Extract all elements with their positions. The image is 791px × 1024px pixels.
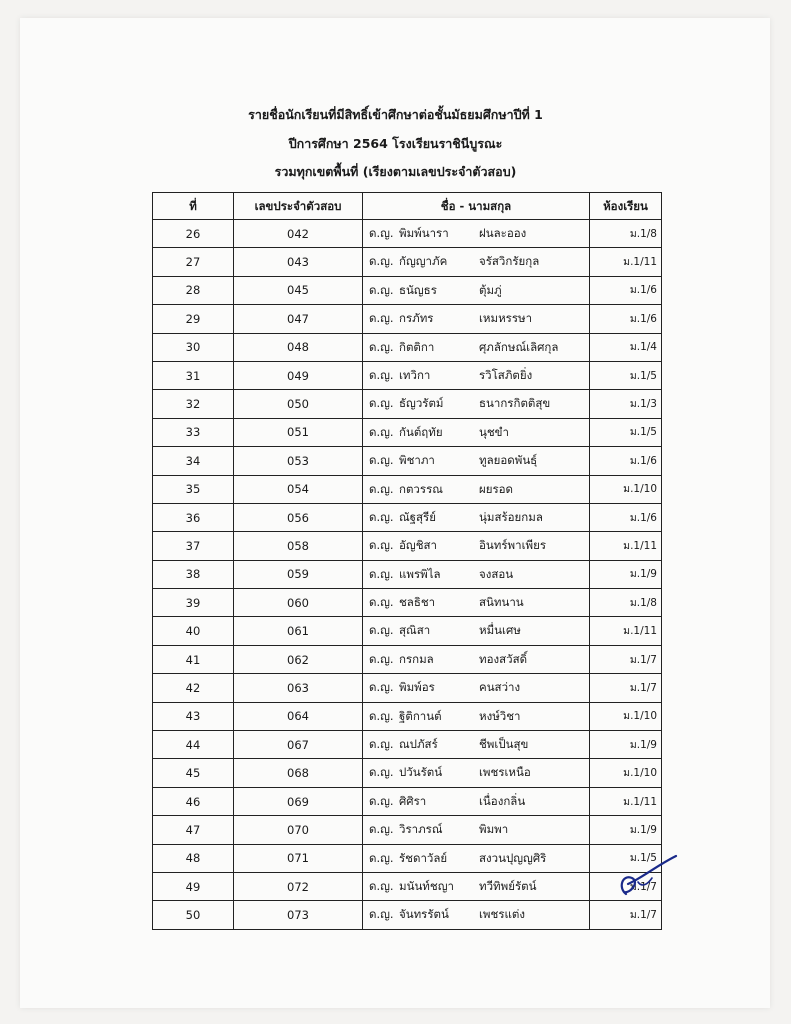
table-row: [153, 702, 662, 730]
name-prefix: ด.ญ.: [369, 878, 394, 893]
table-row: [153, 276, 662, 304]
classroom: ม.1/10: [590, 475, 662, 503]
classroom: ม.1/6: [590, 447, 662, 475]
exam-id: 047: [234, 305, 363, 333]
last-name: จงสอน: [479, 566, 514, 581]
classroom: ม.1/10: [590, 702, 662, 730]
exam-id: 071: [234, 844, 363, 872]
table-row: [153, 674, 662, 702]
row-number: 32: [153, 390, 234, 418]
student-name: [363, 617, 590, 645]
table-row: [153, 901, 662, 929]
exam-id: 059: [234, 560, 363, 588]
document-subtitle: ปีการศึกษา 2564 โรงเรียนราชินีบูรณะ: [288, 136, 503, 151]
classroom: ม.1/7: [590, 901, 662, 929]
name-prefix: ด.ญ.: [369, 226, 394, 240]
first-name: กิตติกา: [399, 339, 435, 354]
first-name: ธัญวรัตม์: [399, 396, 444, 411]
exam-id: 054: [234, 475, 363, 503]
exam-id: 050: [234, 390, 363, 418]
row-number: 43: [153, 702, 234, 730]
row-number: 46: [153, 787, 234, 815]
last-name: ทวีทิพย์รัตน์: [479, 878, 537, 893]
name-prefix: ด.ญ.: [369, 765, 394, 780]
exam-id: 068: [234, 759, 363, 787]
last-name: นุชขำ: [479, 424, 509, 439]
classroom: ม.1/11: [590, 532, 662, 560]
first-name: กันต์ฤทัย: [399, 424, 443, 439]
table-row: [153, 475, 662, 503]
first-name: จันทรรัตน์: [399, 907, 449, 922]
exam-id: 058: [234, 532, 363, 560]
table-row: [153, 617, 662, 645]
exam-id: 060: [234, 589, 363, 617]
table-row: [153, 589, 662, 617]
exam-id: 073: [234, 901, 363, 929]
classroom: ม.1/3: [590, 390, 662, 418]
row-number: 30: [153, 333, 234, 361]
row-number: 47: [153, 816, 234, 844]
row-number: 33: [153, 418, 234, 446]
classroom: ม.1/7: [590, 674, 662, 702]
row-number: 29: [153, 305, 234, 333]
classroom: ม.1/6: [590, 305, 662, 333]
name-prefix: ด.ญ.: [369, 907, 394, 922]
student-name: [363, 702, 590, 730]
table-row: [153, 390, 662, 418]
classroom: ม.1/7: [590, 872, 662, 900]
student-name: [363, 475, 590, 503]
first-name: ณปภัสร์: [399, 737, 438, 752]
row-number: 49: [153, 872, 234, 900]
first-name: วิราภรณ์: [399, 822, 443, 837]
column-header-name: ชื่อ - นามสกุล: [363, 193, 590, 220]
name-prefix: ด.ญ.: [369, 737, 394, 752]
name-prefix: ด.ญ.: [369, 339, 394, 354]
table-row: [153, 418, 662, 446]
last-name: เหมหรรษา: [479, 311, 533, 326]
last-name: เพชรเหนือ: [479, 765, 531, 780]
classroom: ม.1/5: [590, 844, 662, 872]
name-prefix: ด.ญ.: [369, 850, 394, 865]
first-name: อัญชิสา: [399, 538, 437, 553]
name-prefix: ด.ญ.: [369, 538, 394, 553]
student-name: [363, 901, 590, 929]
row-number: 26: [153, 220, 234, 248]
exam-id: 049: [234, 361, 363, 389]
table-row: [153, 872, 662, 900]
student-name: [363, 872, 590, 900]
exam-id: 067: [234, 731, 363, 759]
table-row: [153, 305, 662, 333]
table-row: [153, 333, 662, 361]
exam-id: 051: [234, 418, 363, 446]
student-name: [363, 589, 590, 617]
table-row: [153, 731, 662, 759]
name-prefix: ด.ญ.: [369, 680, 394, 695]
row-number: 28: [153, 276, 234, 304]
classroom: ม.1/6: [590, 276, 662, 304]
first-name: ณัฐสุรีย์: [399, 509, 436, 524]
student-name: [363, 532, 590, 560]
column-header-exam-id: เลขประจำตัวสอบ: [234, 193, 363, 220]
first-name: ศิศิรา: [399, 793, 427, 808]
name-prefix: ด.ญ.: [369, 311, 394, 326]
last-name: ตุ้มภู่: [479, 282, 502, 297]
row-number: 39: [153, 589, 234, 617]
row-number: 44: [153, 731, 234, 759]
last-name: เนื่องกลิ่น: [479, 793, 526, 808]
student-name: [363, 787, 590, 815]
row-number: 40: [153, 617, 234, 645]
table-row: [153, 220, 662, 248]
table-row: [153, 560, 662, 588]
first-name: พิมพ์นารา: [399, 226, 449, 240]
table-row: [153, 645, 662, 673]
student-name: [363, 390, 590, 418]
student-name: [363, 418, 590, 446]
table-row: [153, 759, 662, 787]
column-header-room: ห้องเรียน: [590, 193, 662, 220]
first-name: ชลธิชา: [399, 595, 436, 610]
student-table: [152, 192, 662, 930]
classroom: ม.1/9: [590, 560, 662, 588]
last-name: ฝนละออง: [479, 226, 527, 240]
name-prefix: ด.ญ.: [369, 282, 394, 297]
first-name: กรกมล: [399, 651, 434, 666]
name-prefix: ด.ญ.: [369, 481, 394, 496]
exam-id: 045: [234, 276, 363, 304]
table-row: [153, 248, 662, 276]
row-number: 41: [153, 645, 234, 673]
name-prefix: ด.ญ.: [369, 623, 394, 638]
name-prefix: ด.ญ.: [369, 453, 394, 468]
table-row: [153, 361, 662, 389]
last-name: ทูลยอดพันธุ์: [479, 453, 538, 468]
classroom: ม.1/7: [590, 645, 662, 673]
exam-id: 063: [234, 674, 363, 702]
row-number: 31: [153, 361, 234, 389]
row-number: 42: [153, 674, 234, 702]
student-name: [363, 220, 590, 248]
classroom: ม.1/11: [590, 617, 662, 645]
first-name: ปวันรัตน์: [399, 765, 443, 780]
name-prefix: ด.ญ.: [369, 396, 394, 411]
last-name: จรัสวิกรัยกุล: [479, 254, 540, 269]
table-row: [153, 816, 662, 844]
classroom: ม.1/8: [590, 589, 662, 617]
classroom: ม.1/11: [590, 248, 662, 276]
first-name: ธนัญธร: [399, 282, 437, 297]
exam-id: 064: [234, 702, 363, 730]
first-name: กตวรรณ: [399, 481, 443, 496]
last-name: พิมพา: [479, 822, 509, 837]
exam-id: 053: [234, 447, 363, 475]
row-number: 35: [153, 475, 234, 503]
row-number: 34: [153, 447, 234, 475]
last-name: ศุภลักษณ์เลิศกุล: [479, 339, 559, 354]
first-name: แพรพิไล: [399, 566, 441, 581]
last-name: ทองสวัสดิ์: [479, 651, 528, 666]
table-row: [153, 844, 662, 872]
row-number: 48: [153, 844, 234, 872]
classroom: ม.1/6: [590, 503, 662, 531]
classroom: ม.1/9: [590, 816, 662, 844]
name-prefix: ด.ญ.: [369, 566, 394, 581]
name-prefix: ด.ญ.: [369, 822, 394, 837]
classroom: ม.1/5: [590, 418, 662, 446]
last-name: เพชรแต่ง: [479, 907, 525, 922]
student-name: [363, 759, 590, 787]
name-prefix: ด.ญ.: [369, 424, 394, 439]
exam-id: 072: [234, 872, 363, 900]
name-prefix: ด.ญ.: [369, 367, 394, 382]
row-number: 36: [153, 503, 234, 531]
student-name: [363, 645, 590, 673]
name-prefix: ด.ญ.: [369, 793, 394, 808]
classroom: ม.1/10: [590, 759, 662, 787]
exam-id: 062: [234, 645, 363, 673]
first-name: มนันท์ชญา: [399, 878, 454, 893]
first-name: สุณิสา: [399, 623, 431, 638]
exam-id: 048: [234, 333, 363, 361]
name-prefix: ด.ญ.: [369, 254, 394, 269]
student-name: [363, 731, 590, 759]
first-name: กรภัทร: [399, 311, 434, 326]
last-name: หมื่นเศษ: [479, 623, 521, 638]
first-name: เทวิกา: [399, 367, 431, 382]
name-prefix: ด.ญ.: [369, 651, 394, 666]
student-name: [363, 333, 590, 361]
document-note: รวมทุกเขตพื้นที่ (เรียงตามเลขประจำตัวสอบ): [274, 164, 517, 179]
document-title: รายชื่อนักเรียนที่มีสิทธิ์เข้าศึกษาต่อชั้นมัธยมศึกษาปีที่ 1: [248, 107, 543, 122]
first-name: พิมพ์อร: [399, 680, 435, 695]
student-name: [363, 816, 590, 844]
classroom: ม.1/11: [590, 787, 662, 815]
first-name: กัญญาภัค: [399, 254, 448, 269]
classroom: ม.1/5: [590, 361, 662, 389]
last-name: สงวนปุญญศิริ: [479, 850, 547, 865]
exam-id: 056: [234, 503, 363, 531]
student-name: [363, 447, 590, 475]
exam-id: 069: [234, 787, 363, 815]
exam-id: 061: [234, 617, 363, 645]
student-name: [363, 674, 590, 702]
last-name: หงษ์วิชา: [479, 708, 521, 723]
row-number: 27: [153, 248, 234, 276]
row-number: 50: [153, 901, 234, 929]
last-name: นุ่มสร้อยกมล: [479, 509, 543, 524]
name-prefix: ด.ญ.: [369, 708, 394, 723]
exam-id: 043: [234, 248, 363, 276]
student-name: [363, 844, 590, 872]
exam-id: 042: [234, 220, 363, 248]
name-prefix: ด.ญ.: [369, 509, 394, 524]
exam-id: 070: [234, 816, 363, 844]
student-name: [363, 503, 590, 531]
name-prefix: ด.ญ.: [369, 595, 394, 610]
row-number: 45: [153, 759, 234, 787]
last-name: รวิโสภิตยิ่ง: [479, 367, 533, 382]
column-header-no: ที่: [153, 193, 234, 220]
last-name: ธนากรกิตติสุข: [479, 396, 551, 411]
row-number: 37: [153, 532, 234, 560]
table-row: [153, 532, 662, 560]
classroom: ม.1/9: [590, 731, 662, 759]
first-name: พิชาภา: [399, 453, 435, 468]
last-name: ผยรอด: [479, 481, 514, 496]
classroom: ม.1/4: [590, 333, 662, 361]
student-name: [363, 361, 590, 389]
table-row: [153, 503, 662, 531]
last-name: สนิทนาน: [479, 595, 524, 610]
table-row: [153, 447, 662, 475]
table-header-row: [153, 193, 662, 220]
student-name: [363, 248, 590, 276]
student-name: [363, 276, 590, 304]
last-name: อินทร์พาเพียร: [479, 538, 546, 553]
student-name: [363, 560, 590, 588]
first-name: ฐิติกานต์: [399, 708, 442, 723]
first-name: รัชดาวัลย์: [399, 850, 448, 865]
table-row: [153, 787, 662, 815]
signature-mark: [612, 848, 682, 898]
row-number: 38: [153, 560, 234, 588]
last-name: ชีพเป็นสุข: [479, 737, 529, 752]
student-name: [363, 305, 590, 333]
last-name: คนสว่าง: [479, 680, 521, 695]
classroom: ม.1/8: [590, 220, 662, 248]
